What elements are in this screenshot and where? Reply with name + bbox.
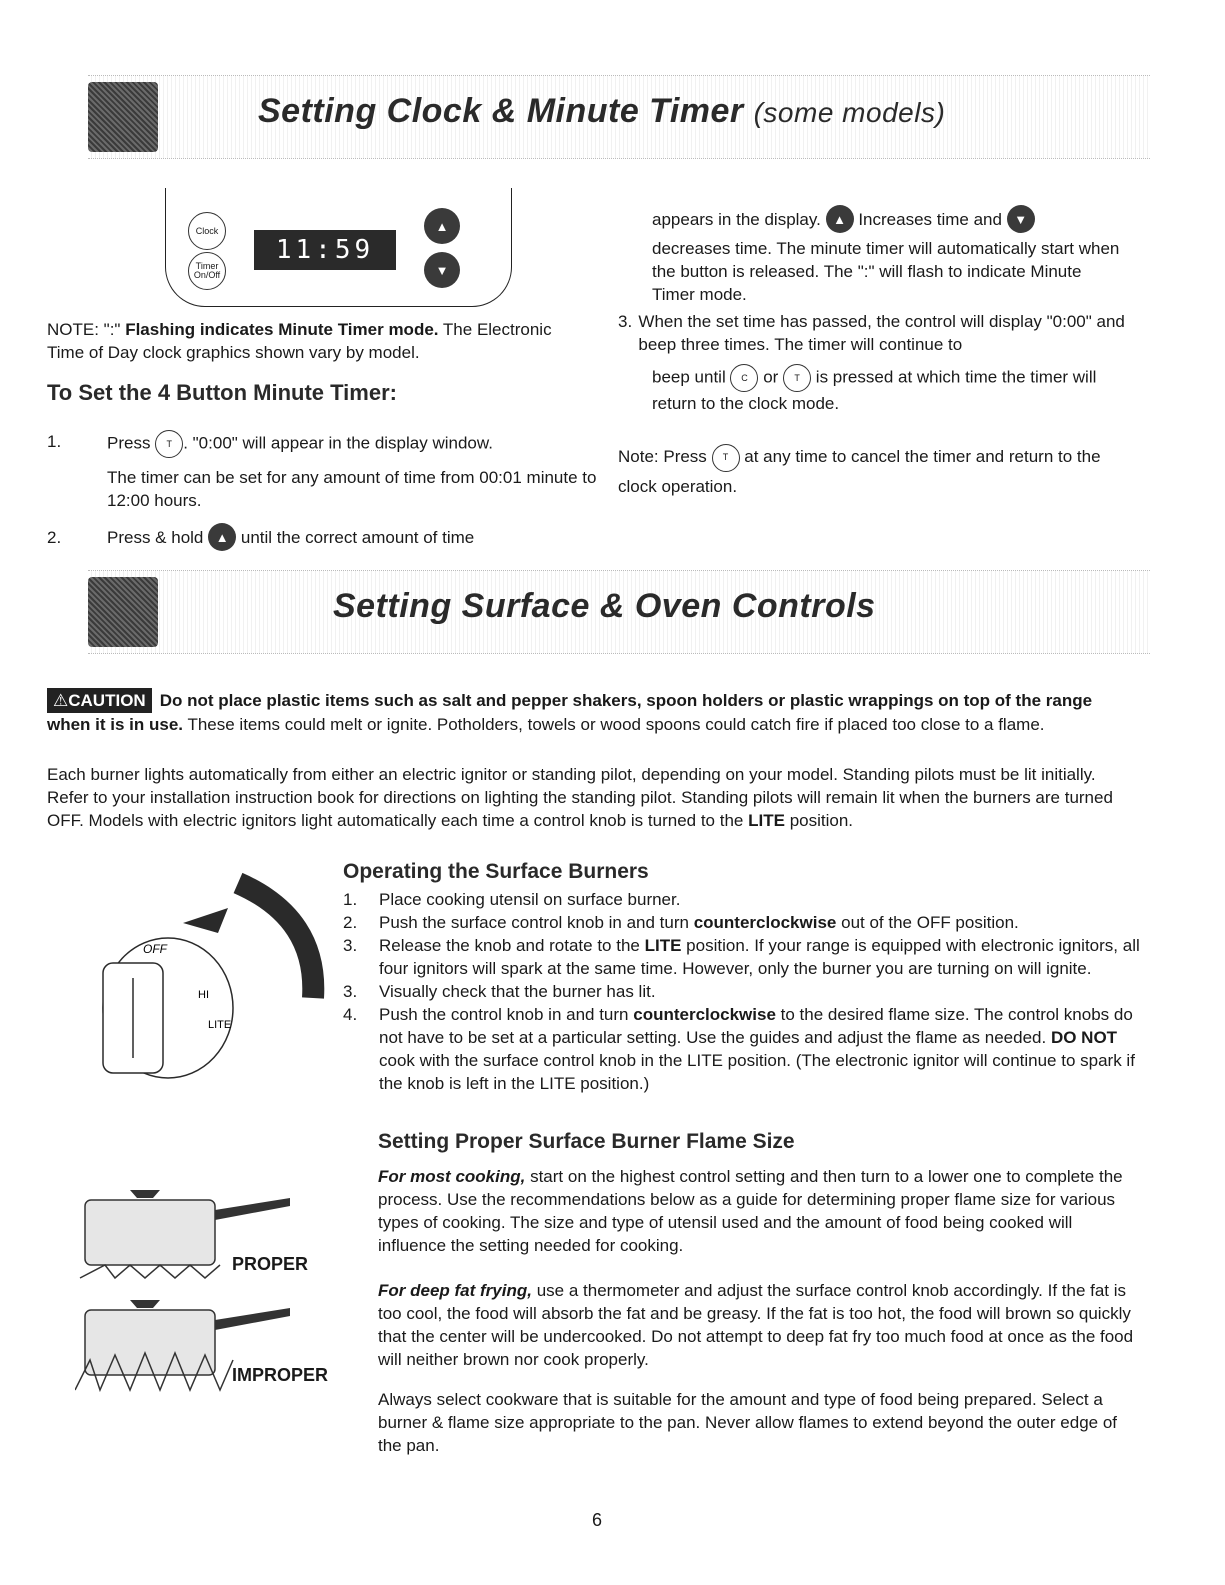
timer-icon: T: [155, 430, 183, 458]
page-number: 6: [592, 1510, 603, 1530]
off-label: OFF: [143, 942, 167, 956]
proper-label: PROPER: [232, 1254, 309, 1274]
hi-label: HI: [198, 989, 209, 1001]
up-arrow-icon: ▲: [208, 523, 236, 551]
flame-paragraph-cookware: Always select cookware that is suitable for the amount and type of food being prepared. Select a burner & flame size appropriate to the pan. Never allow flames to extend beyond the outer edge of the pan.: [378, 1390, 1118, 1455]
timer-cancel-note: Note: Press T at any time to cancel the timer and return to the clock operation.: [618, 442, 1133, 502]
operating-step: 1. Place cooking utensil on surface burner.: [343, 890, 681, 909]
flame-heading: Setting Proper Surface Burner Flame Size: [378, 1130, 795, 1153]
knob-icon: [88, 577, 158, 647]
section-banner-controls: [88, 570, 1150, 654]
timer-step-2-continued: appears in the display. ▲ Increases time and ▼ decreases time. The minute timer will automatically start when the button is released. The ":" will flash to indicate Minute Timer mode.: [652, 205, 1127, 306]
section-title-clock: Setting Clock & Minute Timer (some models): [258, 92, 946, 130]
flame-paragraph-deep-fat: For deep fat frying, use a thermometer and adjust the surface control knob accordingly. If the fat is too cool, the food will absorb the fat and be greasy. If the fat is too hot, the food will brown so quickly that the center will be undercooked. Do not attempt to deep fat fry too much food at once as the food will neither brown nor cook properly.: [378, 1281, 1134, 1369]
operating-step: 3. Visually check that the burner has lit.: [343, 982, 656, 1001]
clock-icon: C: [730, 364, 758, 392]
burner-lighting-paragraph: Each burner lights automatically from either an electric ignitor or standing pilot, depending on your model. Standing pilots must be lit initially. Refer to your installation instruction book for directions on lighting the standing pilot. Standing pilots will remain lit when the burners are turned OFF. Models with electric ignitors light automatically each time a control knob is turned to the LITE position.: [47, 765, 1113, 830]
caution-badge: ⚠CAUTION: [47, 688, 152, 713]
timer-button: Timer On/Off: [188, 252, 226, 290]
caution-warning: ⚠CAUTION Do not place plastic items such as salt and pepper shakers, spoon holders or plastic wrappings on top of the range when it is in use. These items could melt or ignite. Potholders, towels or wood spoons could catch fire if placed too close to a flame.: [47, 688, 1132, 736]
up-arrow-icon: ▲: [826, 205, 854, 233]
timer-step-3: 3. When the set time has passed, the control will display "0:00" and beep three times. The timer will continue to beep until C or T is pressed at which time the timer will return to the clock mode.: [618, 312, 1125, 413]
timer-heading: To Set the 4 Button Minute Timer:: [47, 380, 397, 405]
section-title-controls: Setting Surface & Oven Controls: [333, 587, 876, 625]
operating-heading: Operating the Surface Burners: [343, 860, 649, 883]
clock-timer-icon: [88, 82, 158, 152]
knob-illustration: [88, 868, 338, 1083]
timer-icon: T: [712, 444, 740, 472]
control-panel-illustration: [165, 188, 512, 307]
note-flashing: NOTE: ":" Flashing indicates Minute Timer mode. The Electronic Time of Day clock graphics shown vary by model.: [47, 320, 552, 362]
lite-label: LITE: [208, 1019, 232, 1031]
operating-step: 4. Push the control knob in and turn counterclockwise to the desired flame size. The control knobs do not have to be set at a particular setting. Use the guides and adjust the flame as needed. DO NOT cook with the surface control knob in the LITE position. (The electronic ignitor will continue to spark if the knob is left in the LITE position.): [343, 1005, 1135, 1093]
down-arrow-icon: ▼: [1007, 205, 1035, 233]
down-arrow-button: ▼: [424, 252, 460, 288]
operating-steps: [343, 888, 1143, 1095]
timer-step-1: 1. Press T . "0:00" will appear in the display window. The timer can be set for any amount of time from 00:01 minute to 12:00 hours.: [47, 432, 597, 510]
improper-label: IMPROPER: [232, 1365, 329, 1385]
section-banner-clock: [88, 75, 1150, 159]
operating-step: 3. Release the knob and rotate to the LITE position. If your range is equipped with electronic ignitors, all four ignitors will spark at the same time. However, only the burner you are turning on will ignite.: [343, 936, 1140, 978]
clock-display: 11:59: [254, 230, 396, 270]
timer-icon: T: [783, 364, 811, 392]
clock-button: Clock: [188, 212, 226, 250]
timer-step-2: 2. Press & hold ▲ until the correct amount of time: [47, 523, 597, 551]
up-arrow-button: ▲: [424, 208, 460, 244]
operating-step: 2. Push the surface control knob in and turn counterclockwise out of the OFF position.: [343, 913, 1019, 932]
flame-paragraph-most-cooking: For most cooking, start on the highest control setting and then turn to a lower one to complete the process. Use the recommendations below as a guide for determining proper flame size for various types of cooking. The size and type of utensil used and the amount of food being cooked will influence the setting needed for cooking.: [378, 1167, 1123, 1255]
